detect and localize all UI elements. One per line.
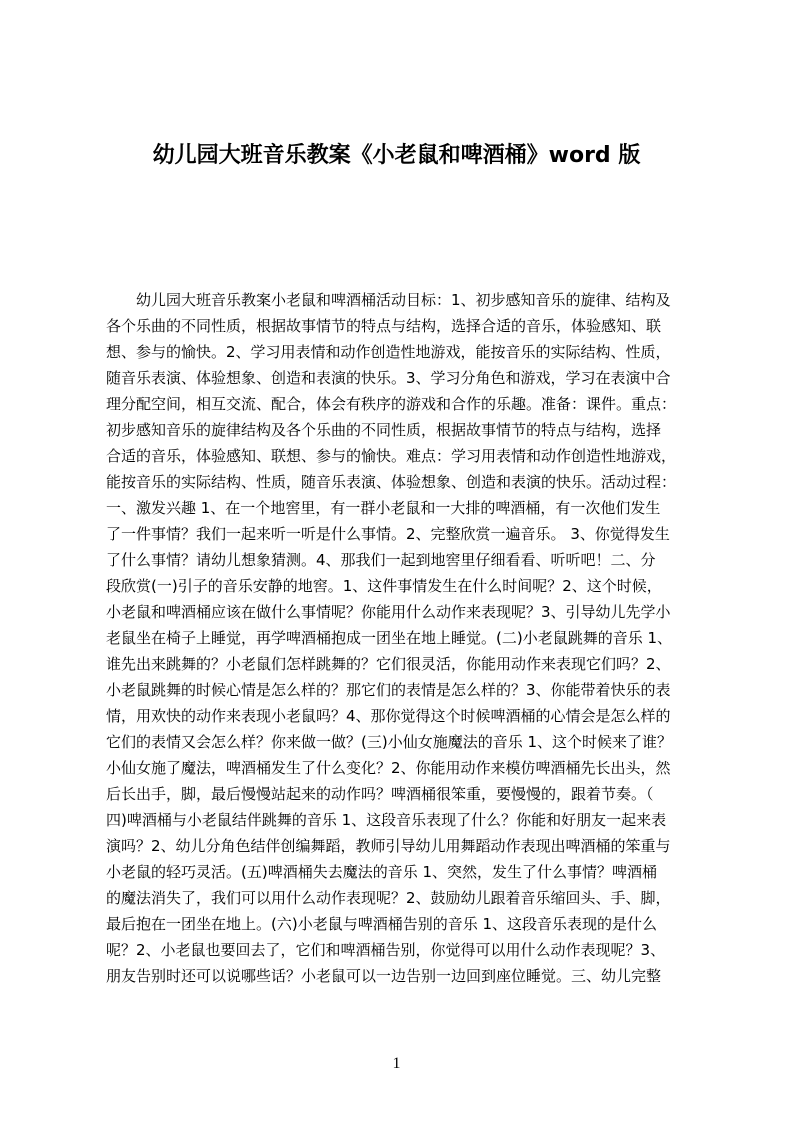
body-text-line: 四)啤酒桶与小老鼠结伴跳舞的音乐 1、这段音乐表现了什么？你能和好朋友一起来表	[106, 811, 667, 829]
body-text-line: 合适的音乐，体验感知、联想、参与的愉快。难点：学习用表情和动作创造性地游戏，	[106, 447, 677, 465]
body-text-line: 的魔法消失了，我们可以用什么动作表现呢？2、鼓励幼儿跟着音乐缩回头、手、脚，	[106, 889, 671, 907]
body-text-line: 了一件事情？我们一起来听一听是什么事情。2、完整欣赏一遍音乐。 3、你觉得发生	[106, 525, 670, 543]
body-text-line: 情，用欢快的动作来表现小老鼠吗？4、那你觉得这个时候啤酒桶的心情会是怎么样的	[106, 707, 671, 725]
body-text-line: 初步感知音乐的旋律结构及各个乐曲的不同性质，根据故事情节的特点与结构，选择	[106, 421, 662, 439]
body-text-line: 它们的表情又会怎么样？你来做一做？(三)小仙女施魔法的音乐 1、这个时候来了谁？	[106, 733, 673, 751]
body-text-line: 小老鼠和啤酒桶应该在做什么事情呢？你能用什么动作来表现呢？3、引导幼儿先学小	[106, 603, 671, 621]
document-body	[106, 287, 697, 989]
document-title: 幼儿园大班音乐教案《小老鼠和啤酒桶》word 版	[152, 143, 641, 168]
body-text-line: 演吗？2、幼儿分角色结伴创编舞蹈，教师引导幼儿用舞蹈动作表现出啤酒桶的笨重与	[106, 837, 671, 855]
body-text-line: 呢？2、小老鼠也要回去了，它们和啤酒桶告别，你觉得可以用什么动作表现呢？3、	[106, 941, 666, 959]
body-text-line: 谁先出来跳舞的？小老鼠们怎样跳舞的？它们很灵活，你能用动作来表现它们吗？2、	[106, 655, 671, 673]
body-text-line: 能按音乐的实际结构、性质，随音乐表演、体验想象、创造和表演的快乐。活动过程：	[106, 473, 677, 491]
body-text-line: 段欣赏(一)引子的音乐安静的地窖。1、这件事情发生在什么时间呢？2、这个时候，	[106, 577, 662, 595]
body-text-line: 小老鼠跳舞的时候心情是怎么样的？那它们的表情是怎么样的？3、你能带着快乐的表	[106, 681, 671, 699]
body-text-line: 理分配空间，相互交流、配合，体会有秩序的游戏和合作的乐趣。准备：课件。重点：	[106, 395, 677, 413]
body-text-line: 随音乐表演、体验想象、创造和表演的快乐。3、学习分角色和游戏，学习在表演中合	[106, 369, 671, 387]
body-text-line: 后长出手，脚，最后慢慢站起来的动作吗？啤酒桶很笨重，要慢慢的，跟着节奏。（	[106, 785, 654, 803]
body-text-line: 一、激发兴趣 1、在一个地窖里，有一群小老鼠和一大排的啤酒桶，有一次他们发生	[106, 499, 661, 517]
body-text-line: 各个乐曲的不同性质，根据故事情节的特点与结构，选择合适的音乐，体验感知、联	[106, 317, 662, 335]
body-text-line: 小仙女施了魔法，啤酒桶发生了什么变化？2、你能用动作来模仿啤酒桶先长出头，然	[106, 759, 671, 777]
body-text-line: 朋友告别时还可以说哪些话？小老鼠可以一边告别一边回到座位睡觉。三、幼儿完整	[106, 967, 662, 985]
body-text-line: 小老鼠的轻巧灵活。(五)啤酒桶失去魔法的音乐 1、突然，发生了什么事情？啤酒桶	[106, 863, 658, 881]
page-number: 1	[392, 1055, 401, 1072]
body-text-line: 幼儿园大班音乐教案小老鼠和啤酒桶活动目标：1、初步感知音乐的旋律、结构及	[106, 291, 671, 309]
body-text-line: 了什么事情？请幼儿想象猜测。4、那我们一起到地窖里仔细看看、听听吧！二、分	[106, 551, 656, 569]
body-text-line: 老鼠坐在椅子上睡觉，再学啤酒桶抱成一团坐在地上睡觉。(二)小老鼠跳舞的音乐 1、	[106, 629, 673, 647]
body-text-line: 最后抱在一团坐在地上。(六)小老鼠与啤酒桶告别的音乐 1、这段音乐表现的是什么	[106, 915, 658, 933]
body-text-line: 想、参与的愉快。2、学习用表情和动作创造性地游戏，能按音乐的实际结构、性质，	[106, 343, 671, 361]
